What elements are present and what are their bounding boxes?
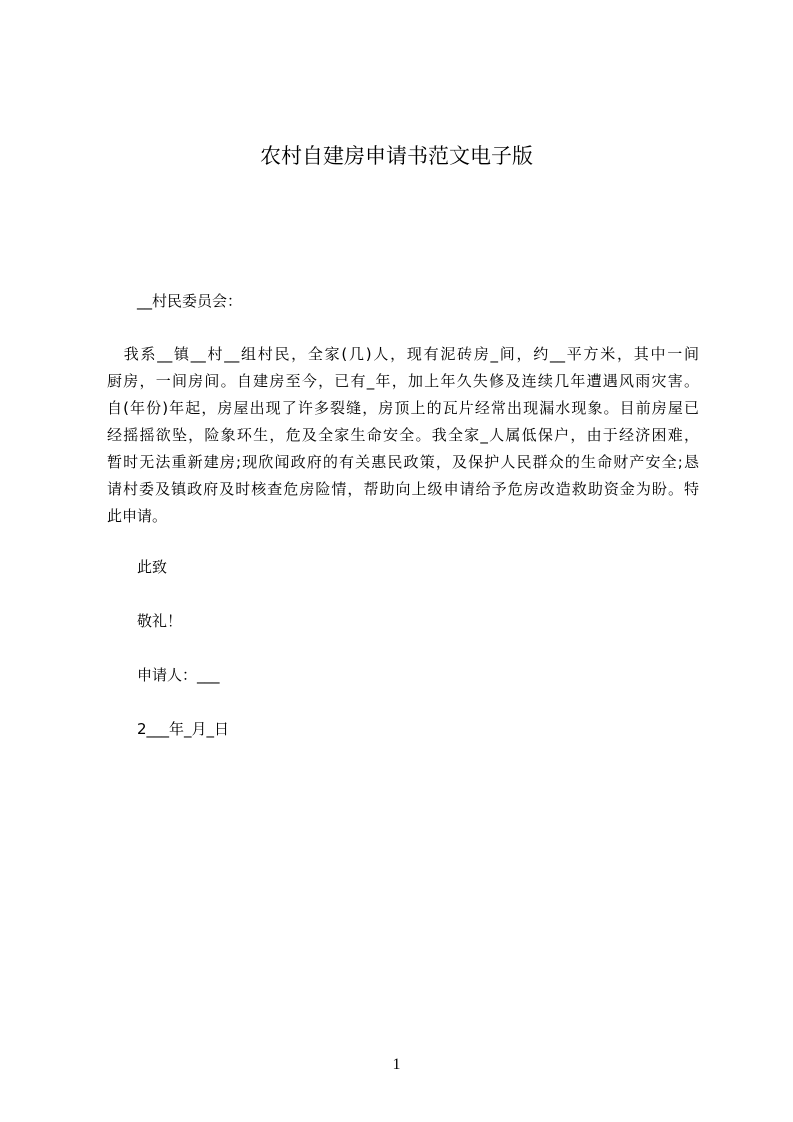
body-line: 厨房，一间房间。自建房至今，已有_年，加上年久失修及连续几年遭遇风雨灾害。 [107, 372, 699, 390]
body-line: 自(年份)年起，房屋出现了许多裂缝，房顶上的瓦片经常出现漏水现象。目前房屋已 [107, 399, 699, 417]
document-title: 农村自建房申请书范文电子版 [260, 144, 533, 168]
salutation: __村民委员会： [137, 292, 243, 310]
closing-cizhi: 此致 [137, 558, 168, 576]
body-line: 请村委及镇政府及时核查危房险情，帮助向上级申请给予危房改造救助资金为盼。特 [107, 480, 699, 498]
body-line: 经摇摇欲坠，险象环生，危及全家生命安全。我全家_人属低保户，由于经济困难， [107, 426, 699, 444]
body-line: 我系__镇__村__组村民，全家(几)人，现有泥砖房_间，约__平方米，其中一间 [107, 345, 699, 363]
applicant-line: 申请人：___ [137, 666, 220, 684]
body-line: 暂时无法重新建房;现欣闻政府的有关惠民政策，及保护人民群众的生命财产安全;恳 [107, 453, 699, 471]
body-line: 此申请。 [107, 507, 168, 525]
page-number: 1 [392, 1056, 401, 1073]
date-line: 2___年_月_日 [137, 720, 230, 738]
closing-jingli: 敬礼！ [137, 612, 183, 630]
